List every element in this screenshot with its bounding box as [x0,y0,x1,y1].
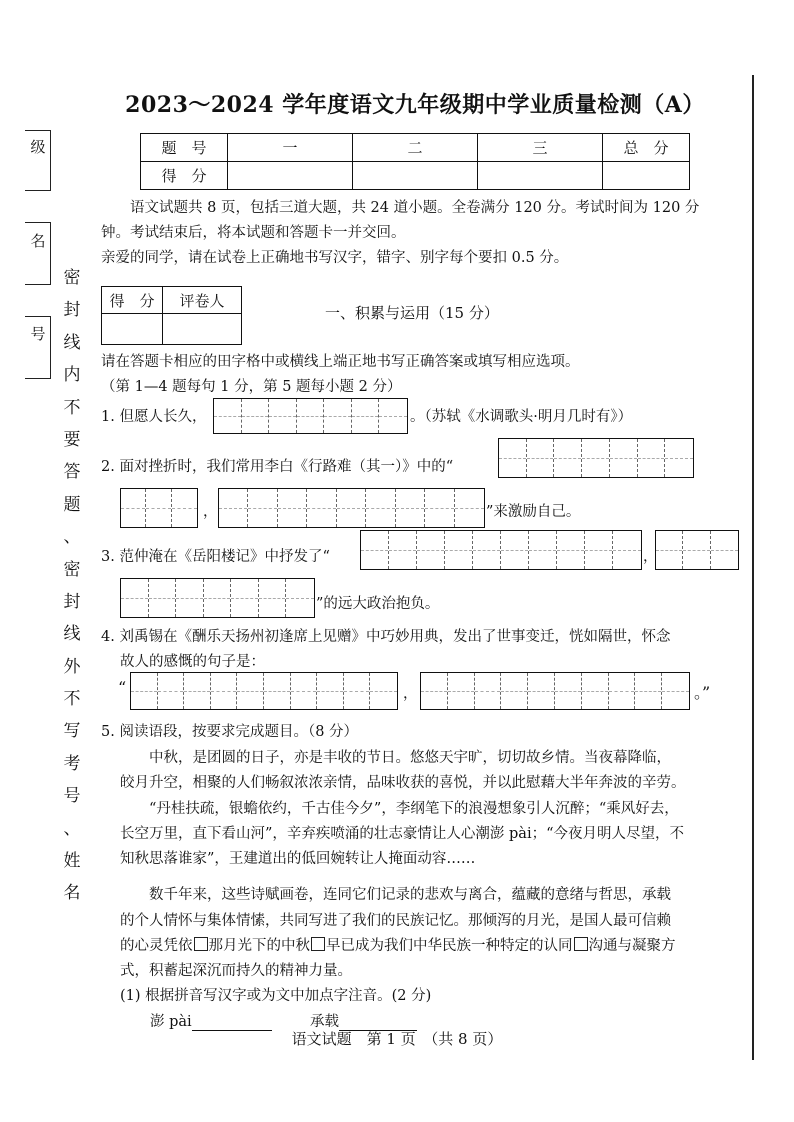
q5-paragraph: 数千年来，这些诗赋画卷，连同它们记录的悲欢与离合，蕴藏的意绪与哲思，承载 [149,887,671,903]
section-heading: 一、积累与运用（15 分） [325,304,499,322]
q2-prefix: 2. 面对挫折时，我们常用李白《行路难（其一）》中的“ [101,459,454,475]
q1-answer-grid[interactable] [213,398,408,434]
q3-prefix: 3. 范仲淹在《岳阳楼记》中抒发了“ [101,549,330,565]
q5-heading: 5. 阅读语段，按要求完成题目。（8 分） [101,724,359,740]
score-cell [478,162,603,190]
score-header-label: 题 号 [141,134,228,162]
q5-paragraph: 皎月升空，相聚的人们畅叙浓浓亲情，品味收获的喜悦，并以此慰藉大半年奔波的辛劳。 [120,775,686,791]
side-line [25,130,51,131]
side-bar [50,316,51,378]
score-header-3: 三 [478,134,603,162]
q4-line: 故人的感慨的句子是： [120,654,265,670]
score-header-1: 一 [228,134,353,162]
q2-answer-grid-c[interactable] [218,488,485,528]
score-cell [228,162,353,190]
intro-line: 钟。考试结束后，将本试题和答题卡一并交回。 [101,225,406,241]
grader-name-cell [163,314,242,345]
q5-paragraph: 知秋思落谁家”，王建道出的低回婉转让人掩面动容…… [120,851,476,867]
q5-paragraph: 式，积蓄起深沉而持久的精神力量。 [120,963,352,979]
side-line [25,222,51,223]
side-line [25,284,51,285]
side-bar [50,222,51,284]
page-title: 2023～2024 学年度语文九年级期中学业质量检测（A） [125,92,705,118]
seal-line-text: 密 封 线 内 不 要 答 题 、 密 封 线 外 不 写 考 号 、 姓 名 [63,268,81,904]
grader-score-cell [102,314,163,345]
q5-paragraph: 长空万里，直下看山河”，辛弃疾喷涌的壮志豪情让人心潮澎 pài；“今夜月明人尽望，不 [120,826,684,842]
intro-line: 亲爱的同学，请在试卷上正确地书写汉字，错字、别字每个要扣 0.5 分。 [101,250,569,266]
side-bar [50,130,51,190]
q4-open-quote: “ [118,678,127,697]
q5-paragraph: 的个人情怀与集体情愫，共同写进了我们的民族记忆。那倾泻的月光，是国人最可信赖 [120,913,671,929]
score-row-label: 得 分 [141,162,228,190]
q2-answer-grid-a[interactable] [498,438,694,478]
grader-score-label: 得 分 [102,287,163,314]
q3-answer-grid-c[interactable] [120,578,315,618]
q4-comma: ， [403,686,418,702]
punctuation-blank-3[interactable] [574,937,588,951]
q5-paragraph: 中秋，是团圆的日子，亦是丰收的节日。悠悠天宇旷，切切故乡情。当夜幕降临， [149,750,671,766]
q1-suffix: 。（苏轼《水调歌头·明月几时有》） [410,409,633,425]
q2-suffix: ”来激励自己。 [486,504,581,520]
score-cell [603,162,690,190]
name-label: 名 [30,232,46,250]
section-points: （第 1—4 题每句 1 分，第 5 题每小题 2 分） [101,379,402,395]
grade-label: 级 [30,138,46,156]
q5-paragraph: “丹桂扶疏，银蟾依约，千古佳今夕”，李纲笔下的浪漫想象引人沉醉；“乘风好去， [149,801,679,817]
side-line [25,378,51,379]
score-header-2: 二 [353,134,478,162]
q5-sub1-item-a: 澎 pài [150,1010,272,1031]
q4-answer-grid-b[interactable] [420,672,690,710]
section-instruction: 请在答题卡相应的田字格中或横线上端正地书写正确答案或填写相应选项。 [101,354,580,370]
q3-answer-grid-a[interactable] [360,530,642,570]
number-label: 号 [30,325,46,343]
punctuation-blank-1[interactable] [194,937,208,951]
score-table [140,133,690,190]
q2-answer-grid-b[interactable] [120,488,198,528]
grader-name-label: 评卷人 [163,287,242,314]
page-footer: 语文试题 第 1 页 （共 8 页） [291,1030,503,1048]
q4-close-quote: 。” [694,683,711,702]
q4-answer-grid-a[interactable] [130,672,398,710]
q5-sub1-item-b: 承载 [310,1010,417,1031]
q3-suffix: ”的远大政治抱负。 [316,596,440,612]
punctuation-blank-2[interactable] [311,937,325,951]
q1-prefix: 1. 但愿人长久， [101,409,207,425]
side-line [25,316,51,317]
q4-line: 4. 刘禹锡在《酬乐天扬州初逢席上见赠》中巧妙用典，发出了世事变迁，恍如隔世，怀念 [101,629,671,645]
q5-sub1: (1) 根据拼音写汉字或为文中加点字注音。(2 分) [120,988,432,1004]
q2-comma: ， [203,504,218,520]
grader-table [101,286,242,345]
intro-line: 语文试题共 8 页，包括三道大题，共 24 道小题。全卷满分 120 分。考试时间为 120 分 [130,200,700,216]
score-cell [353,162,478,190]
q3-answer-grid-b[interactable] [655,530,739,570]
side-line [25,190,51,191]
score-header-total: 总 分 [603,134,690,162]
q5-paragraph-with-blanks: 的心灵凭依 那月光下的中秋 早已成为我们中华民族一种特定的认同 沟通与凝聚方 [120,938,676,954]
right-border-line [752,75,754,1060]
q3-comma: ， [643,549,658,565]
